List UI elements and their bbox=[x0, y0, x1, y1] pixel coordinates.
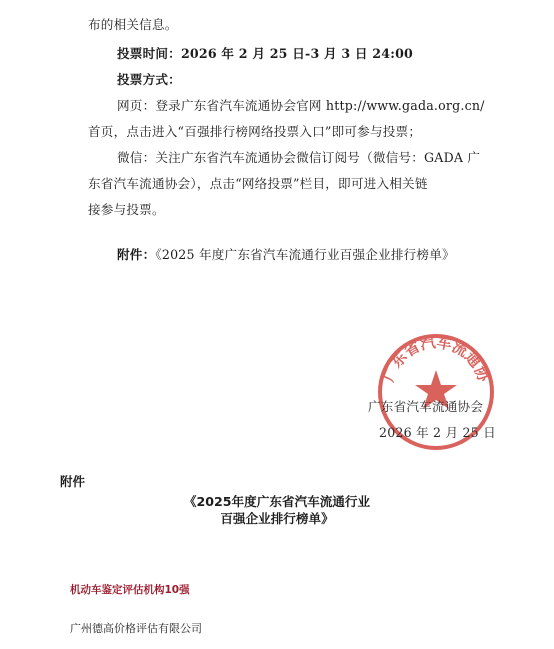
vote-method-heading: 投票方式： bbox=[117, 72, 181, 87]
web-instructions-line-2: 首页，点击进入“百强排行榜网络投票入口”即可参与投票； bbox=[88, 124, 422, 139]
web-instructions-line-1: 网页：登录广东省汽车流通协会官网 http://www.gada.org.cn/ bbox=[117, 98, 485, 113]
vote-time: 投票时间：2026 年 2 月 25 日-3 月 3 日 24:00 bbox=[117, 46, 413, 61]
signature-date: 2026 年 2 月 25 日 bbox=[379, 425, 496, 440]
category-heading: 机动车鉴定评估机构10强 bbox=[70, 584, 190, 596]
continued-text: 布的相关信息。 bbox=[88, 17, 178, 32]
wechat-instructions-line-1: 微信：关注广东省汽车流通协会微信订阅号（微信号：GADA 广 bbox=[117, 150, 481, 165]
wechat-instructions-line-3: 接参与投票。 bbox=[88, 202, 165, 217]
appendix-title-line-1: 《2025年度广东省汽车流通行业 bbox=[183, 494, 371, 509]
appendix-title-line-2: 百强企业排行榜单》 bbox=[220, 511, 334, 526]
attachment-label: 附件： bbox=[117, 247, 156, 262]
attachment-title: 《2025 年度广东省汽车流通行业百强企业排行榜单》 bbox=[155, 247, 455, 262]
company-name: 广州德高价格评估有限公司 bbox=[70, 622, 202, 635]
attachment-reference bbox=[117, 246, 455, 264]
appendix-label: 附件 bbox=[60, 474, 86, 489]
signature-org: 广东省汽车流通协会 bbox=[368, 399, 484, 414]
seal-text: 广东省汽车流通协 bbox=[379, 333, 493, 385]
wechat-instructions-line-2: 东省汽车流通协会），点击“网络投票”栏目，即可进入相关链 bbox=[88, 176, 428, 191]
